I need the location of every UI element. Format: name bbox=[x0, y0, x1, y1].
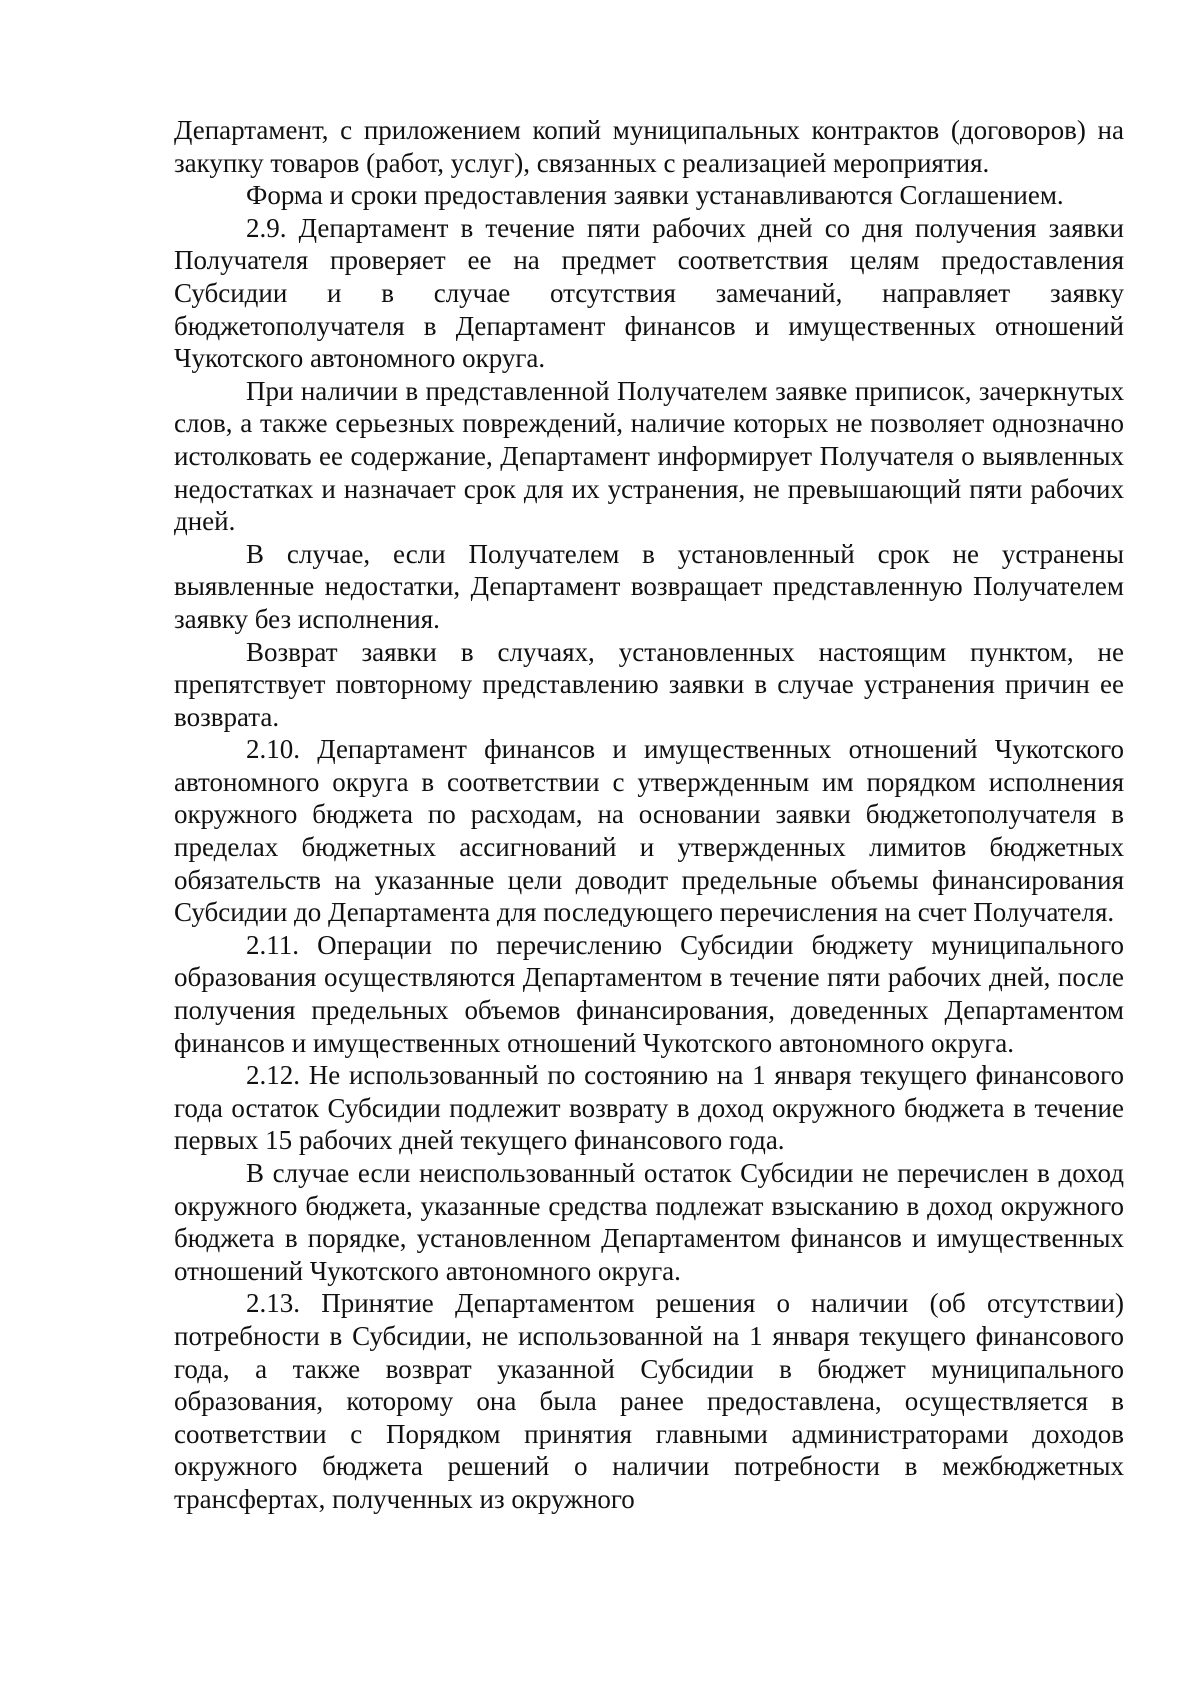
paragraph-1: Департамент, с приложением копий муниципальных контрактов (договоров) на закупку товаров (работ, услуг), связанных с реализацией мероприятия. bbox=[174, 115, 1124, 178]
paragraph-10: В случае если неиспользованный остаток Субсидии не перечислен в доход окружного бюджета, указанные средства подлежат взысканию в доход окружного бюджета в порядке, установленном Департаментом финансов и имущественных отношений Чукотского автономного округа. bbox=[174, 1158, 1124, 1286]
document-body bbox=[174, 114, 1124, 1516]
paragraph-3: 2.9. Департамент в течение пяти рабочих дней со дня получения заявки Получателя проверяет ее на предмет соответствия целям предоставления Субсидии и в случае отсутствия замечаний, направляет заявку бюджетополучателя в Департамент финансов и имущественных отношений Чукотского автономного округа. bbox=[174, 212, 1124, 374]
paragraph-8: 2.11. Операции по перечислению Субсидии бюджету муниципального образования осуществляются Департаментом в течение пяти рабочих дней, после получения предельных объемов финансирования, доведенных Департаментом финансов и имущественных отношений Чукотского автономного округа. bbox=[174, 929, 1124, 1058]
paragraph-7: 2.10. Департамент финансов и имущественных отношений Чукотского автономного округа в соответствии с утвержденным им порядком исполнения окружного бюджета по расходам, на основании заявки бюджетополучателя в пределах бюджетных ассигнований и утвержденных лимитов бюджетных обязательств на указанные цели доводит предельные объемы финансирования Субсидии до Департамента для последующего перечисления на счет Получателя. bbox=[174, 734, 1124, 928]
paragraph-11: 2.13. Принятие Департаментом решения о наличии (об отсутствии) потребности в Субсидии, не использованной на 1 января текущего финансового года, а также возврат указанной Субсидии в бюджет муниципального образования, которому она была ранее предоставлена, осуществляется в соответствии с Порядком принятия главными администраторами доходов окружного бюджета решений о наличии потребности в межбюджетных трансфертах, полученных из окружного bbox=[174, 1288, 1124, 1514]
paragraph-5: В случае, если Получателем в установленный срок не устранены выявленные недостатки, Департамент возвращает представленную Получателем заявку без исполнения. bbox=[174, 538, 1124, 634]
paragraph-6: Возврат заявки в случаях, установленных настоящим пунктом, не препятствует повторному представлению заявки в случае устранения причин ее возврата. bbox=[174, 636, 1124, 732]
paragraph-9: 2.12. Не использованный по состоянию на 1 января текущего финансового года остаток Субсидии подлежит возврату в доход окружного бюджета в течение первых 15 рабочих дней текущего финансового года. bbox=[174, 1060, 1124, 1156]
paragraph-4: При наличии в представленной Получателем заявке приписок, зачеркнутых слов, а также серьезных повреждений, наличие которых не позволяет однозначно истолковать ее содержание, Департамент информирует Получателя о выявленных недостатках и назначает срок для их устранения, не превышающий пяти рабочих дней. bbox=[174, 375, 1124, 537]
paragraph-2: Форма и сроки предоставления заявки устанавливаются Соглашением. bbox=[246, 180, 1064, 211]
